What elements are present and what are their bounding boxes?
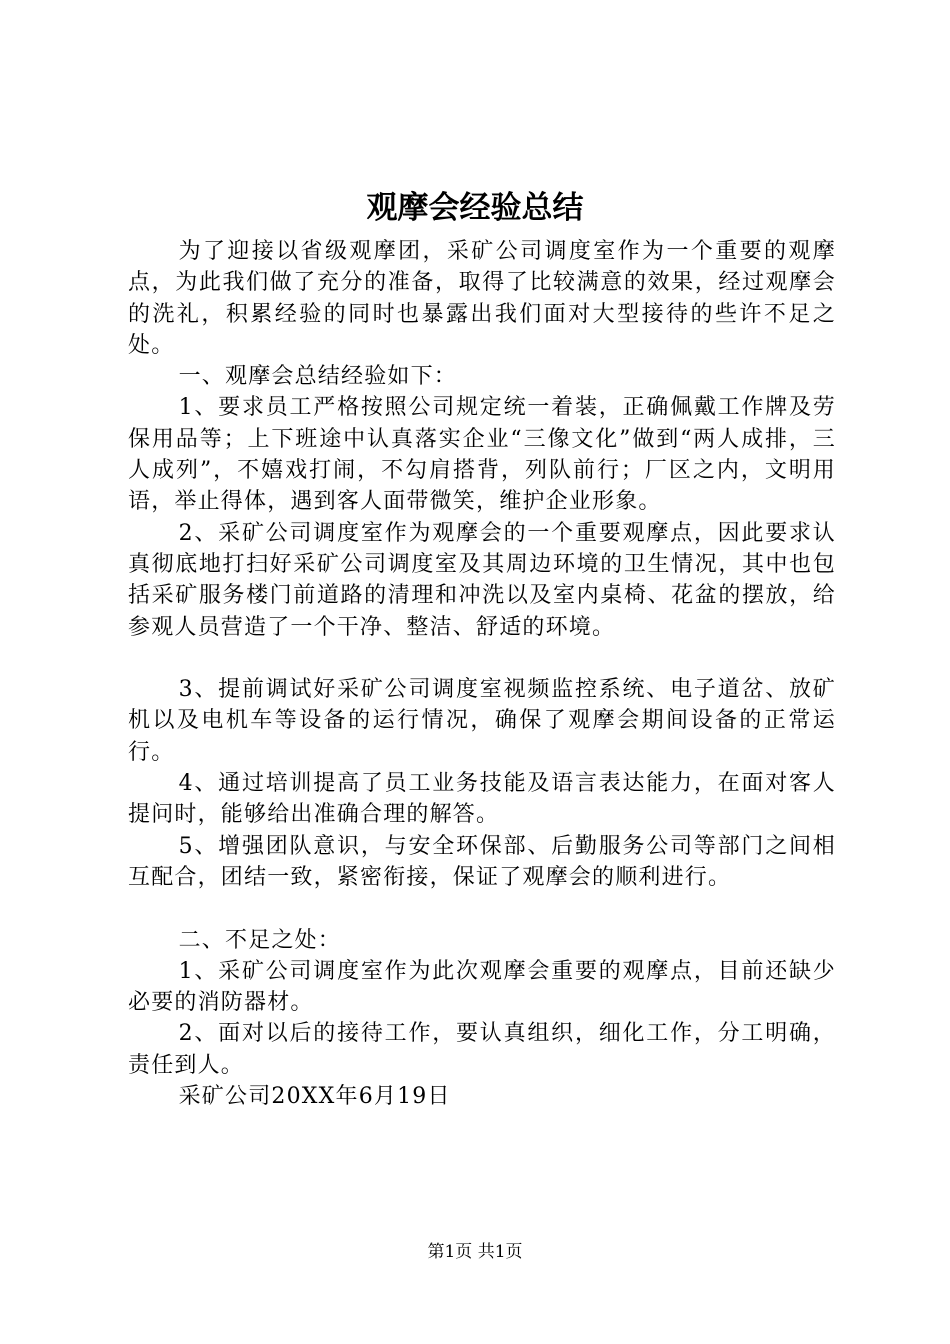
document-body [128,236,836,1112]
section-heading-experience: 一、观摩会总结经验如下： [178,364,457,390]
experience-item-5: 5、增强团队意识，与安全环保部、后勤服务公司等部门之间相互配合，团结一致，紧密衔接，保证了观摩会的顺利进行。 [128,833,836,890]
shortcoming-item-1: 1、采矿公司调度室作为此次观摩会重要的观摩点，目前还缺少必要的消防器材。 [128,958,836,1016]
experience-item-2: 2、采矿公司调度室作为观摩会的一个重要观摩点，因此要求认真彻底地打扫好采矿公司调度室及其周边环境的卫生情况，其中也包括采矿服务楼门前道路的清理和冲洗以及室内桌椅、花盆的摆放，给参观人员营造了一个干净、整洁、舒适的环境。 [128,520,836,640]
blank-line [128,643,836,674]
experience-item-4: 4、通过培训提高了员工业务技能及语言表达能力，在面对客人提问时，能够给出准确合理的解答。 [128,771,836,828]
blank-line [128,893,836,924]
document-title: 观摩会经验总结 [366,190,584,226]
shortcoming-item-2: 2、面对以后的接待工作，要认真组织，细化工作，分工明确，责任到人。 [128,1021,836,1078]
experience-item-1: 1、要求员工严格按照公司规定统一着装，正确佩戴工作牌及劳保用品等；上下班途中认真落实企业“三像文化”做到“两人成排，三人成列”，不嬉戏打闹，不勾肩搭背，列队前行；厂区之内，文明用语，举止得体，遇到客人面带微笑，维护企业形象。 [128,395,836,515]
page-number-footer: 第1页 共1页 [427,1242,523,1262]
intro-paragraph: 为了迎接以省级观摩团，采矿公司调度室作为一个重要的观摩点，为此我们做了充分的准备，取得了比较满意的效果，经过观摩会的洗礼，积累经验的同时也暴露出我们面对大型接待的些许不足之处。 [128,239,836,358]
experience-item-3: 3、提前调试好采矿公司调度室视频监控系统、电子道岔、放矿机以及电机车等设备的运行情况，确保了观摩会期间设备的正常运行。 [128,677,836,765]
section-heading-shortcomings: 二、不足之处： [178,927,341,953]
signature-date: 采矿公司20XX年6月19日 [178,1084,451,1110]
